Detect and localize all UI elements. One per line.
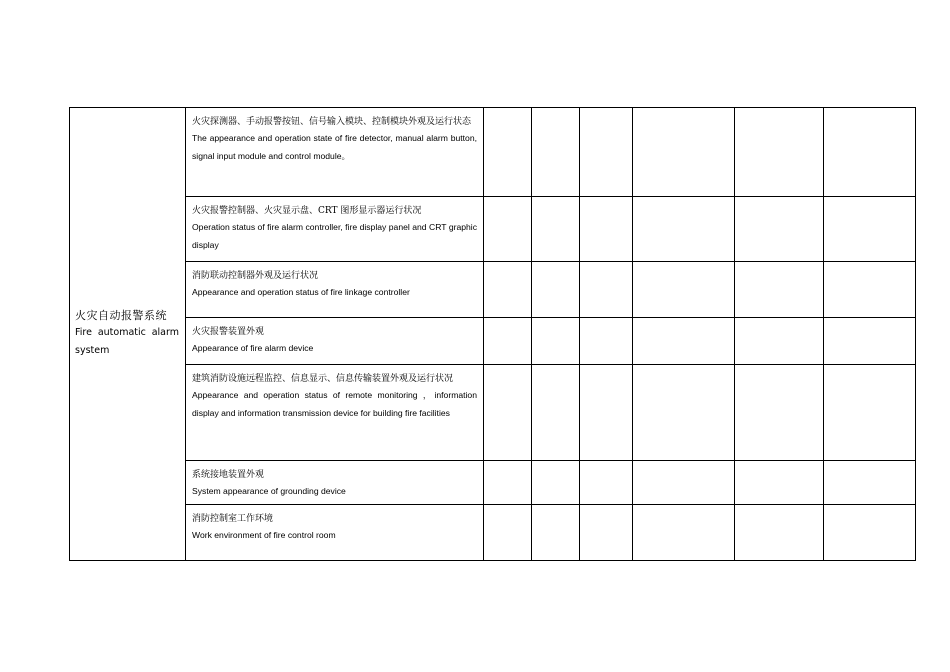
blank-cell bbox=[633, 197, 735, 262]
blank-cell bbox=[580, 318, 633, 365]
item-en: Appearance and operation status of remote monitoring ，information display and information transmission device for building fire facilities bbox=[192, 390, 477, 418]
blank-cell bbox=[484, 108, 532, 197]
table-row bbox=[70, 262, 916, 318]
blank-cell bbox=[532, 262, 580, 318]
system-name-en: Fire automatic alarm system bbox=[75, 326, 179, 356]
blank-cell bbox=[484, 461, 532, 505]
item-cell bbox=[186, 262, 484, 318]
item-en: Operation status of fire alarm controller, fire display panel and CRT graphic display bbox=[192, 222, 477, 250]
blank-cell bbox=[824, 365, 916, 461]
blank-cell bbox=[735, 365, 824, 461]
blank-cell bbox=[633, 504, 735, 560]
item-zh: 火灾报警装置外观 bbox=[192, 327, 265, 337]
item-zh: 火灾报警控制器、火灾显示盘、CRT 图形显示器运行状况 bbox=[192, 206, 422, 216]
blank-cell bbox=[484, 197, 532, 262]
blank-cell bbox=[824, 262, 916, 318]
item-cell bbox=[186, 197, 484, 262]
blank-cell bbox=[484, 504, 532, 560]
blank-cell bbox=[824, 108, 916, 197]
blank-cell bbox=[532, 197, 580, 262]
item-cell bbox=[186, 108, 484, 197]
blank-cell bbox=[532, 108, 580, 197]
blank-cell bbox=[735, 197, 824, 262]
item-zh: 消防控制室工作环境 bbox=[192, 513, 274, 524]
blank-cell bbox=[824, 197, 916, 262]
item-zh: 系统接地装置外观 bbox=[192, 470, 265, 480]
blank-cell bbox=[633, 262, 735, 318]
blank-cell bbox=[580, 461, 633, 505]
item-cell bbox=[186, 461, 484, 505]
table-row bbox=[70, 318, 916, 365]
system-name-zh: 火灾自动报警系统 bbox=[75, 308, 167, 322]
blank-cell bbox=[735, 318, 824, 365]
table-row bbox=[70, 504, 916, 560]
blank-cell bbox=[532, 365, 580, 461]
blank-cell bbox=[633, 365, 735, 461]
blank-cell bbox=[532, 318, 580, 365]
blank-cell bbox=[532, 461, 580, 505]
item-cell bbox=[186, 318, 484, 365]
item-en: System appearance of grounding device bbox=[192, 486, 346, 496]
blank-cell bbox=[484, 262, 532, 318]
blank-cell bbox=[735, 504, 824, 560]
blank-cell bbox=[824, 318, 916, 365]
table-row bbox=[70, 365, 916, 461]
blank-cell bbox=[580, 504, 633, 560]
blank-cell bbox=[484, 365, 532, 461]
table-row bbox=[70, 197, 916, 262]
system-name-cell bbox=[70, 108, 186, 561]
blank-cell bbox=[633, 108, 735, 197]
blank-cell bbox=[484, 318, 532, 365]
blank-cell bbox=[580, 365, 633, 461]
item-cell bbox=[186, 365, 484, 461]
blank-cell bbox=[735, 461, 824, 505]
item-zh: 火灾探测器、手动报警按钮、信号输入模块、控制模块外观及运行状态 bbox=[192, 117, 472, 127]
table-row bbox=[70, 108, 916, 197]
item-en: Work environment of fire control room bbox=[192, 529, 336, 540]
item-en: Appearance and operation status of fire linkage controller bbox=[192, 287, 410, 297]
blank-cell bbox=[532, 504, 580, 560]
item-zh: 消防联动控制器外观及运行状况 bbox=[192, 271, 319, 281]
blank-cell bbox=[580, 108, 633, 197]
item-en: Appearance of fire alarm device bbox=[192, 343, 314, 353]
blank-cell bbox=[580, 262, 633, 318]
blank-cell bbox=[633, 461, 735, 505]
item-zh: 建筑消防设施远程监控、信息显示、信息传输装置外观及运行状况 bbox=[192, 374, 454, 384]
item-en: The appearance and operation state of fire detector, manual alarm button, signal input module and control module。 bbox=[192, 133, 477, 161]
inspection-table bbox=[69, 107, 916, 561]
table-row bbox=[70, 461, 916, 505]
blank-cell bbox=[735, 108, 824, 197]
blank-cell bbox=[633, 318, 735, 365]
item-cell bbox=[186, 504, 484, 560]
blank-cell bbox=[580, 197, 633, 262]
blank-cell bbox=[824, 461, 916, 505]
blank-cell bbox=[824, 504, 916, 560]
blank-cell bbox=[735, 262, 824, 318]
